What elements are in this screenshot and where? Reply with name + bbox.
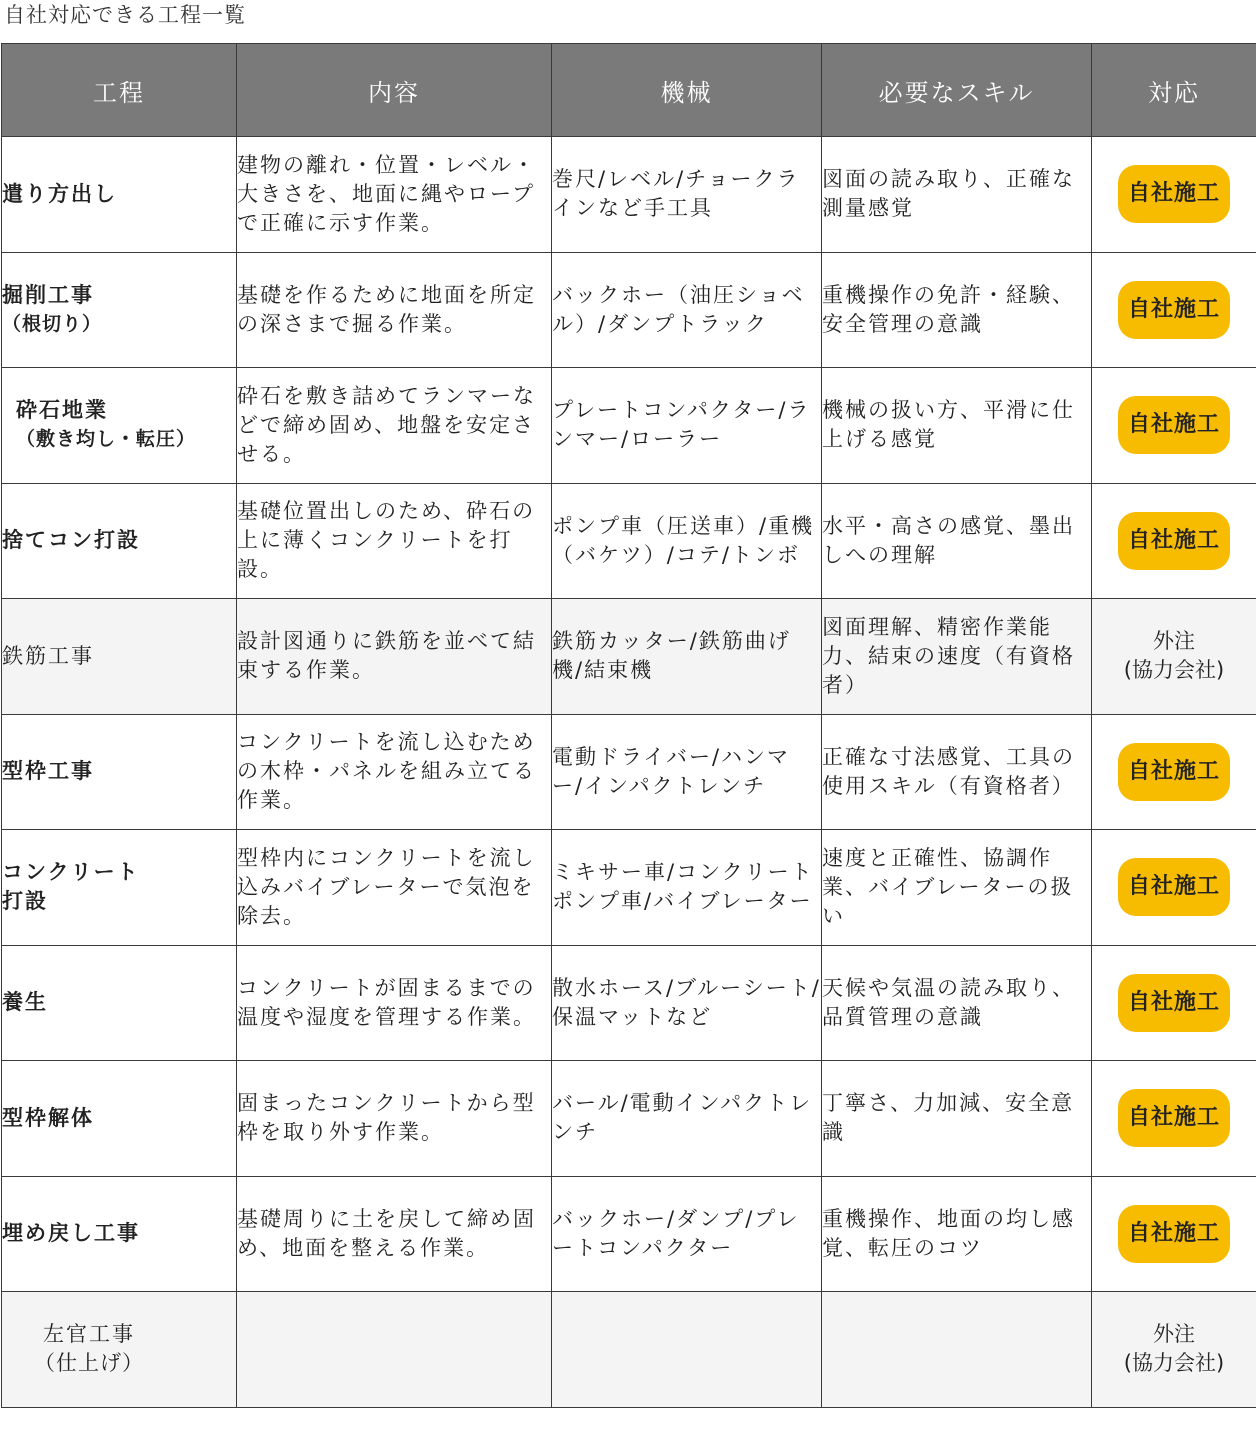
content-cell: コンクリートが固まるまでの温度や湿度を管理する作業。: [237, 945, 552, 1061]
response-cell: [1092, 1061, 1256, 1177]
response-cell: [1092, 137, 1256, 253]
process-name: 遣り方出し: [2, 181, 117, 206]
in-house-badge: 自社施工: [1118, 858, 1230, 916]
response-cell: [1092, 945, 1256, 1061]
process-cell: [2, 599, 237, 715]
in-house-badge: 自社施工: [1118, 165, 1230, 223]
skill-cell: 丁寧さ、力加減、安全意識: [822, 1061, 1092, 1177]
outsource-line-2: (協力会社): [1123, 1351, 1225, 1376]
table-row: [2, 830, 1256, 946]
process-name: 養生: [2, 990, 48, 1015]
header-row: [2, 44, 1256, 137]
machine-cell: 電動ドライバー/ハンマー/インパクトレンチ: [552, 714, 822, 830]
content-cell: 基礎周りに土を戻して締め固め、地面を整える作業。: [237, 1176, 552, 1292]
process-cell: [2, 483, 237, 599]
response-cell: [1092, 1176, 1256, 1292]
content-cell: 型枠内にコンクリートを流し込みバイブレーターで気泡を除去。: [237, 830, 552, 946]
skill-cell: [822, 1292, 1092, 1408]
table-row: [2, 483, 1256, 599]
content-cell: 建物の離れ・位置・レベル・大きさを、地面に縄やロープで正確に示す作業。: [237, 137, 552, 253]
skill-cell: 正確な寸法感覚、工具の使用スキル（有資格者）: [822, 714, 1092, 830]
outsource-line-1: 外注: [1152, 1322, 1195, 1347]
machine-cell: バール/電動インパクトレンチ: [552, 1061, 822, 1177]
process-cell: [2, 1292, 237, 1408]
process-name: 型枠解体: [2, 1105, 94, 1130]
process-name: 砕石地業: [16, 398, 108, 423]
in-house-badge: 自社施工: [1118, 512, 1230, 570]
machine-cell: ポンプ車（圧送車）/重機（バケツ）/コテ/トンボ: [552, 483, 822, 599]
process-subname: （仕上げ）: [34, 1351, 144, 1376]
response-cell: [1092, 599, 1256, 715]
table-row: [2, 368, 1256, 484]
table-row: [2, 945, 1256, 1061]
outsource-label: [1124, 1320, 1224, 1378]
content-cell: 設計図通りに鉄筋を並べて結束する作業。: [237, 599, 552, 715]
table-row: [2, 1176, 1256, 1292]
machine-cell: 巻尺/レベル/チョークラインなど手工具: [552, 137, 822, 253]
skill-cell: 機械の扱い方、平滑に仕上げる感覚: [822, 368, 1092, 484]
table-header: [2, 44, 1256, 137]
table-row: [2, 599, 1256, 715]
in-house-badge: 自社施工: [1118, 974, 1230, 1032]
machine-cell: [552, 1292, 822, 1408]
content-cell: 基礎位置出しのため、砕石の上に薄くコンクリートを打設。: [237, 483, 552, 599]
process-cell: [2, 137, 237, 253]
response-cell: [1092, 1292, 1256, 1408]
table-row: [2, 1292, 1256, 1408]
process-cell: [2, 368, 237, 484]
table-caption: 自社対応できる工程一覧: [4, 3, 246, 27]
process-name: 鉄筋工事: [2, 643, 94, 668]
in-house-badge: 自社施工: [1118, 396, 1230, 454]
table-row: [2, 714, 1256, 830]
machine-cell: ミキサー車/コンクリートポンプ車/バイブレーター: [552, 830, 822, 946]
content-cell: コンクリートを流し込むための木枠・パネルを組み立てる作業。: [237, 714, 552, 830]
header-response: 対応: [1092, 44, 1256, 137]
outsource-line-2: (協力会社): [1123, 658, 1225, 683]
in-house-badge: 自社施工: [1118, 743, 1230, 801]
content-cell: [237, 1292, 552, 1408]
machine-cell: バックホー/ダンプ/プレートコンパクター: [552, 1176, 822, 1292]
skill-cell: 速度と正確性、協調作業、バイブレーターの扱い: [822, 830, 1092, 946]
in-house-badge: 自社施工: [1118, 281, 1230, 339]
content-cell: 砕石を敷き詰めてランマーなどで締め固め、地盤を安定させる。: [237, 368, 552, 484]
table-row: [2, 1061, 1256, 1177]
machine-cell: 鉄筋カッター/鉄筋曲げ機/結束機: [552, 599, 822, 715]
skill-cell: 重機操作、地面の均し感覚、転圧のコツ: [822, 1176, 1092, 1292]
outsource-label: [1124, 627, 1224, 685]
process-cell: [2, 1061, 237, 1177]
process-cell: [2, 830, 237, 946]
table-row: [2, 252, 1256, 368]
machine-cell: 散水ホース/ブルーシート/保温マットなど: [552, 945, 822, 1061]
process-subname: （敷き均し・転圧）: [16, 428, 197, 451]
process-cell: [2, 252, 237, 368]
in-house-badge: 自社施工: [1118, 1205, 1230, 1263]
header-machine: 機械: [552, 44, 822, 137]
process-name: 捨てコン打設: [2, 528, 140, 553]
header-process: 工程: [2, 44, 237, 137]
process-name: 型枠工事: [2, 759, 94, 784]
process-cell: [2, 1176, 237, 1292]
response-cell: [1092, 830, 1256, 946]
content-cell: 基礎を作るために地面を所定の深さまで掘る作業。: [237, 252, 552, 368]
response-cell: [1092, 714, 1256, 830]
header-skill: 必要なスキル: [822, 44, 1092, 137]
header-content: 内容: [237, 44, 552, 137]
process-subname: （根切り）: [2, 312, 103, 335]
content-cell: 固まったコンクリートから型枠を取り外す作業。: [237, 1061, 552, 1177]
skill-cell: 図面理解、精密作業能力、結束の速度（有資格者）: [822, 599, 1092, 715]
process-name: 左官工事: [43, 1322, 135, 1347]
skill-cell: 重機操作の免許・経験、安全管理の意識: [822, 252, 1092, 368]
response-cell: [1092, 483, 1256, 599]
skill-cell: 天候や気温の読み取り、品質管理の意識: [822, 945, 1092, 1061]
process-name: コンクリート: [2, 860, 140, 885]
outsource-line-1: 外注: [1152, 629, 1195, 654]
machine-cell: バックホー（油圧ショベル）/ダンプトラック: [552, 252, 822, 368]
process-name: 掘削工事: [2, 282, 94, 307]
skill-cell: 水平・高さの感覚、墨出しへの理解: [822, 483, 1092, 599]
machine-cell: プレートコンパクター/ランマー/ローラー: [552, 368, 822, 484]
table-body: [2, 137, 1256, 1408]
in-house-badge: 自社施工: [1118, 1089, 1230, 1147]
process-cell: [2, 714, 237, 830]
process-cell: [2, 945, 237, 1061]
skill-cell: 図面の読み取り、正確な測量感覚: [822, 137, 1092, 253]
response-cell: [1092, 252, 1256, 368]
process-table: [1, 43, 1256, 1408]
process-subname: 打設: [2, 889, 48, 914]
response-cell: [1092, 368, 1256, 484]
process-name: 埋め戻し工事: [2, 1221, 140, 1246]
table-row: [2, 137, 1256, 253]
